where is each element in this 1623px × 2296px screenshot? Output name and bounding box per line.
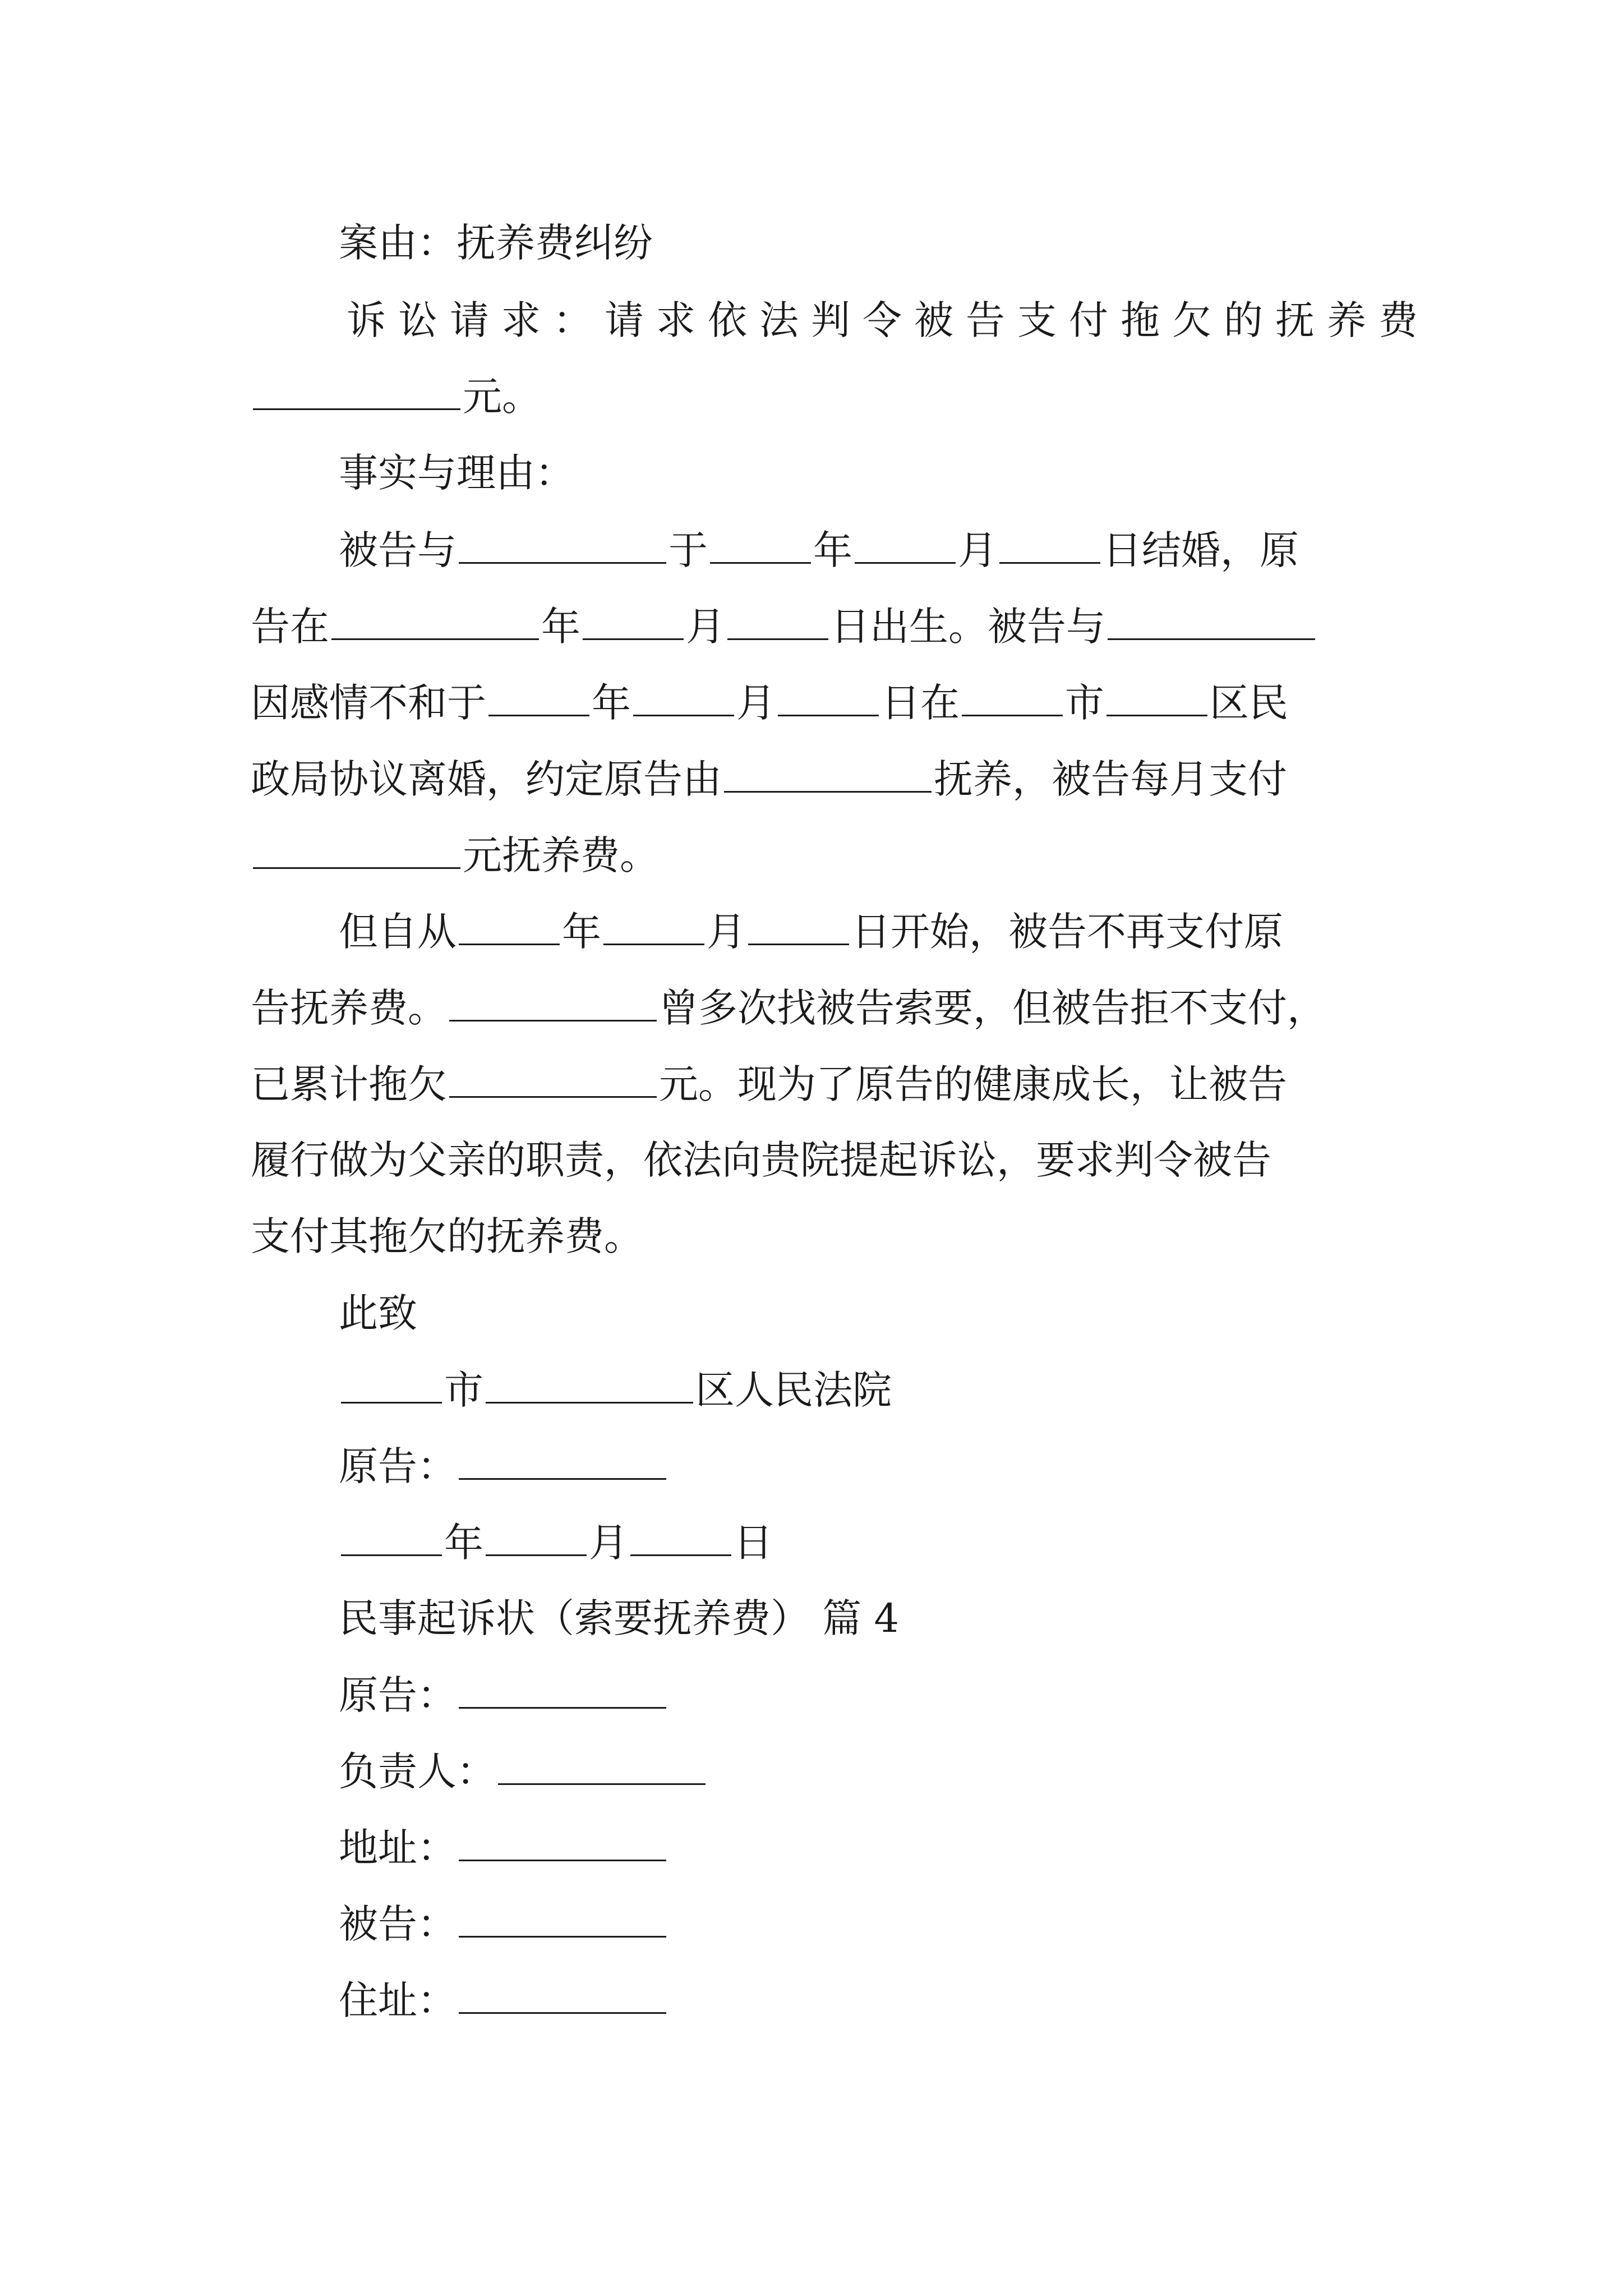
blank xyxy=(331,599,539,640)
facts-line-3 xyxy=(0,675,1623,730)
arrears-line-3 xyxy=(0,1057,1623,1111)
court-text: 区人民法院 xyxy=(695,1367,892,1413)
facts-text: 年 xyxy=(813,527,852,573)
plaintiff-label: 原告： xyxy=(339,1443,457,1489)
blank xyxy=(999,523,1100,564)
blank xyxy=(459,1973,666,2014)
facts-text: 抚养，被告每月支付 xyxy=(934,756,1287,802)
blank xyxy=(449,1057,657,1098)
blank xyxy=(459,523,666,564)
field-label: 地址： xyxy=(339,1825,457,1871)
section-heading xyxy=(0,1591,1623,1645)
facts-heading-text: 事实与理由： xyxy=(339,450,574,496)
blank xyxy=(778,675,879,716)
blank xyxy=(459,1668,666,1709)
blank xyxy=(630,1515,731,1556)
blank xyxy=(1106,675,1207,716)
claims-tail-text: 元。 xyxy=(463,374,541,420)
section4-defendant xyxy=(0,1897,1623,1951)
court-text: 市 xyxy=(444,1367,483,1413)
facts-line-5 xyxy=(0,828,1623,882)
field-label: 原告： xyxy=(339,1672,457,1718)
arrears-text: 支付其拖欠的抚养费。 xyxy=(251,1213,643,1259)
section4-address xyxy=(0,1820,1623,1875)
facts-text: 元抚养费。 xyxy=(463,832,659,878)
blank xyxy=(459,904,560,945)
blank xyxy=(1108,599,1315,640)
arrears-text: 告抚养费。 xyxy=(251,985,447,1031)
facts-text: 政局协议离婚，约定原告由 xyxy=(251,756,722,802)
arrears-text: 日开始，被告不再支付原 xyxy=(851,909,1283,955)
date-text: 月 xyxy=(589,1520,628,1566)
blank xyxy=(341,1363,442,1404)
date-text: 年 xyxy=(444,1520,483,1566)
facts-text: 月 xyxy=(736,680,776,726)
blank xyxy=(449,981,657,1022)
arrears-text: 但自从 xyxy=(339,909,457,955)
plaintiff-signature-line xyxy=(0,1439,1623,1493)
court-line xyxy=(0,1363,1623,1417)
facts-heading xyxy=(0,446,1623,500)
facts-text: 于 xyxy=(668,527,708,573)
blank xyxy=(603,904,704,945)
facts-text: 被告与 xyxy=(339,527,457,573)
facts-text: 年 xyxy=(592,680,631,726)
arrears-text: 元。现为了原告的健康成长，让被告 xyxy=(659,1061,1287,1107)
facts-text: 日结婚，原 xyxy=(1103,527,1299,573)
section4-residence xyxy=(0,1973,1623,2027)
claims-amount-blank xyxy=(253,369,460,410)
arrears-line-2 xyxy=(0,981,1623,1035)
blank xyxy=(724,752,932,793)
facts-text: 月 xyxy=(686,604,725,650)
claims-line-1 xyxy=(0,293,1623,347)
blank xyxy=(253,828,460,869)
blank xyxy=(486,1515,587,1556)
blank xyxy=(459,1820,666,1861)
facts-text: 日出生。被告与 xyxy=(831,604,1105,650)
blank xyxy=(341,1515,442,1556)
blank xyxy=(486,1363,693,1404)
section-heading-text: 民事起诉状（索要抚养费） 篇 4 xyxy=(339,1595,900,1641)
salutation-text: 此致 xyxy=(339,1290,417,1336)
salutation xyxy=(0,1286,1623,1340)
arrears-text: 已累计拖欠 xyxy=(251,1061,447,1107)
blank xyxy=(488,675,589,716)
blank xyxy=(459,1897,666,1938)
facts-text: 年 xyxy=(541,604,580,650)
blank xyxy=(727,599,828,640)
section4-plaintiff xyxy=(0,1668,1623,1722)
blank xyxy=(459,1439,666,1480)
facts-line-1 xyxy=(0,523,1623,577)
arrears-text: 年 xyxy=(562,909,601,955)
field-label: 住址： xyxy=(339,1977,457,2023)
blank xyxy=(962,675,1063,716)
facts-text: 因感情不和于 xyxy=(251,680,486,726)
arrears-text: 月 xyxy=(707,909,746,955)
facts-text: 月 xyxy=(958,527,997,573)
arrears-line-1 xyxy=(0,904,1623,959)
date-text: 日 xyxy=(734,1520,773,1566)
arrears-text: 履行做为父亲的职责，依法向贵院提起诉讼，要求判令被告 xyxy=(251,1137,1271,1183)
case-cause-text: 案由：抚养费纠纷 xyxy=(339,220,653,266)
blank xyxy=(710,523,811,564)
field-label: 负责人： xyxy=(339,1749,496,1795)
date-line xyxy=(0,1515,1623,1570)
blank xyxy=(498,1744,706,1785)
claims-text: 诉讼请求：请求依法判令被告支付拖欠的抚养费 xyxy=(347,297,1430,343)
blank xyxy=(633,675,734,716)
facts-text: 区民 xyxy=(1210,680,1288,726)
blank xyxy=(583,599,684,640)
facts-text: 告在 xyxy=(251,604,329,650)
claims-line-2 xyxy=(0,369,1623,424)
facts-text: 市 xyxy=(1065,680,1104,726)
arrears-line-5 xyxy=(0,1209,1623,1263)
facts-line-2 xyxy=(0,599,1623,654)
arrears-line-4 xyxy=(0,1133,1623,1187)
blank xyxy=(748,904,849,945)
facts-line-4 xyxy=(0,752,1623,806)
facts-text: 日在 xyxy=(881,680,960,726)
case-cause xyxy=(0,216,1623,270)
field-label: 被告： xyxy=(339,1901,457,1947)
section4-responsible xyxy=(0,1744,1623,1798)
blank xyxy=(855,523,956,564)
arrears-text: 曾多次找被告索要，但被告拒不支付， xyxy=(659,985,1326,1031)
